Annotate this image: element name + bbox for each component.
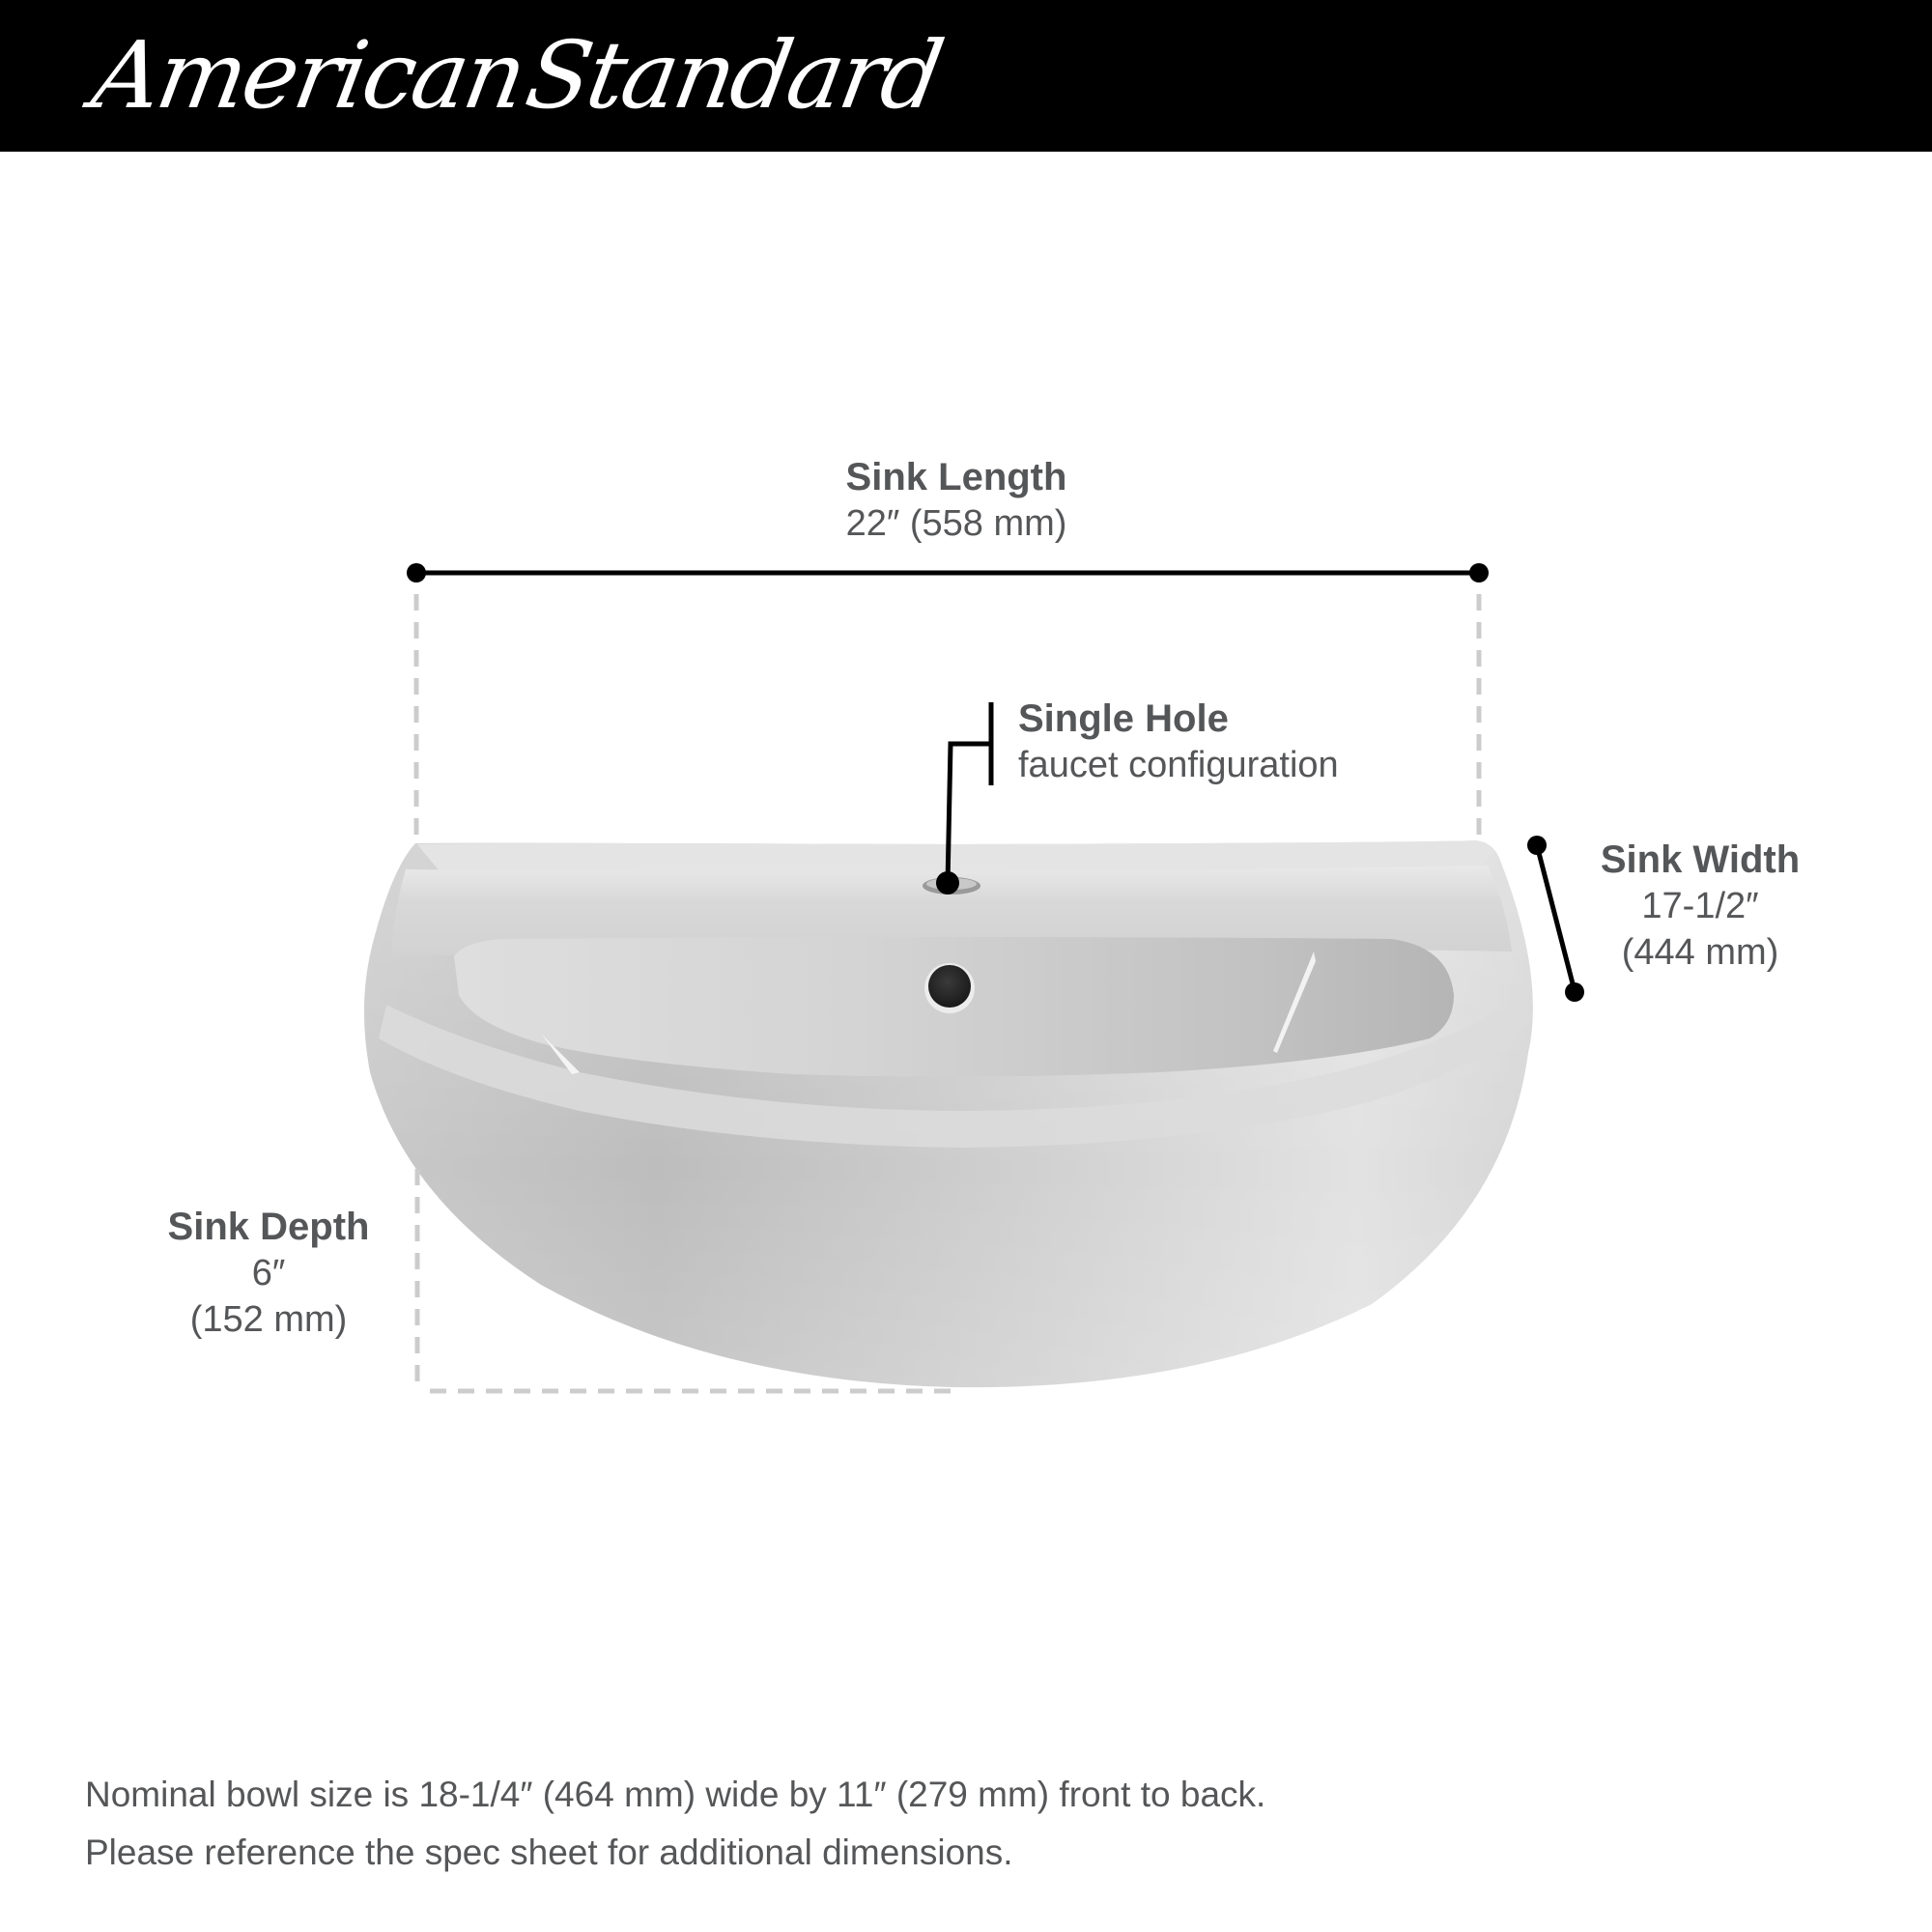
sink-body xyxy=(364,840,1533,1387)
sink-width-inches: 17-1/2″ xyxy=(1641,886,1759,926)
footnote-line-2: Please reference the spec sheet for additional dimensions. xyxy=(85,1833,1013,1872)
sink-depth-title: Sink Depth xyxy=(167,1206,370,1248)
overflow-drain-icon xyxy=(924,963,975,1013)
sink-length-title: Sink Length xyxy=(845,456,1067,498)
sink-length-label xyxy=(763,454,1150,547)
sink-depth-mm: (152 mm) xyxy=(189,1299,348,1340)
sink-width-label xyxy=(1546,837,1855,976)
footnote xyxy=(85,1766,1265,1882)
faucet-config-title: Single Hole xyxy=(1018,697,1229,740)
sink-length-dimension xyxy=(407,563,1489,582)
sink-width-mm: (444 mm) xyxy=(1621,932,1779,973)
sink-depth-label xyxy=(124,1204,413,1343)
sink-width-title: Sink Width xyxy=(1600,838,1801,881)
sink-depth-inches: 6″ xyxy=(251,1253,286,1293)
sink-length-value: 22″ (558 mm) xyxy=(845,503,1067,544)
logo-word-american: American xyxy=(85,21,532,129)
faucet-hole-marker xyxy=(936,871,959,895)
faucet-config-value: faucet configuration xyxy=(1018,745,1339,785)
logo-word-standard: Standard xyxy=(518,21,949,129)
faucet-configuration-label xyxy=(1018,696,1339,788)
footnote-line-1: Nominal bowl size is 18-1/4″ (464 mm) wide by 11″ (279 mm) front to back. xyxy=(85,1775,1266,1814)
